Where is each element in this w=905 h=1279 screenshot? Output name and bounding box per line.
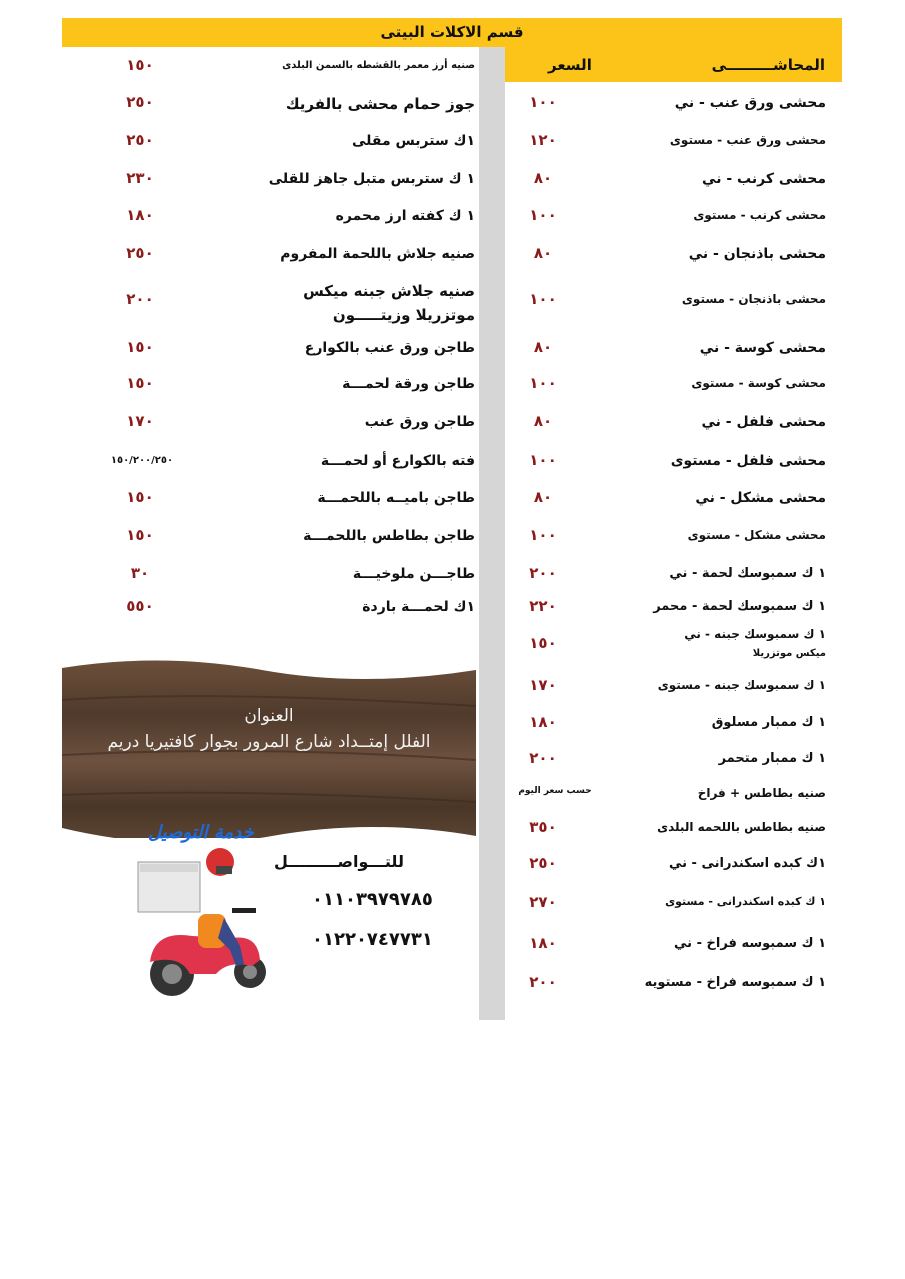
menu-item-name: محشى باذنجان - ني [688, 246, 826, 262]
menu-item-price: ٢٠٠ [529, 973, 557, 991]
menu-item-price: ٨٠ [533, 169, 553, 187]
menu-item-price: ٢٥٠ [126, 93, 154, 111]
menu-item-price: ١٢٠ [529, 131, 557, 149]
menu-item-price: ٣٠ [130, 564, 150, 582]
menu-item-price: ٢٠٠ [529, 749, 557, 767]
menu-item-price: ٢٥٠ [126, 244, 154, 262]
menu-item-price: ٨٠ [533, 244, 553, 262]
delivery-scooter-icon [132, 842, 272, 1002]
menu-item-price: ٨٠ [533, 488, 553, 506]
menu-item-name: صنيه جلاش جبنه ميكس [303, 282, 475, 300]
menu-item-name: محشى كوسة - ني [699, 340, 826, 356]
menu-item-name: ١ ك ستربس متبل جاهز للقلى [268, 171, 475, 187]
address-label: العنوان [244, 706, 294, 726]
menu-item-price: ١٠٠ [529, 93, 557, 111]
menu-item-name: ١ ك سمبوسك لحمة - ني [669, 566, 826, 581]
menu-item-price: ١٥٠/٢٠٠/٢٥٠ [110, 455, 174, 466]
menu-item-name: ١ ك سمبوسك جبنه - مستوى [657, 678, 826, 692]
menu-item-name: طاجن باميــه باللحمـــة [317, 490, 475, 506]
menu-item-name: ١ ك سمبوسه فراخ - ني [674, 936, 826, 951]
menu-item-price: ١٥٠ [126, 338, 154, 356]
delivery-title: خدمة التوصيل [148, 822, 254, 843]
menu-item-name: ١ ك سمبوسك جبنه - ني [684, 627, 826, 641]
menu-item-price: ٢٥٠ [529, 854, 557, 872]
menu-item-price: ١٧٠ [126, 412, 154, 430]
menu-item-price: ٢٠٠ [126, 290, 154, 308]
menu-item-price: ١٠٠ [529, 451, 557, 469]
menu-item-price: ١٧٠ [529, 676, 557, 694]
column-divider [479, 47, 505, 1020]
menu-item-price: ١٠٠ [529, 290, 557, 308]
menu-item-price: حسب سعر اليوم [518, 786, 592, 796]
menu-item-name: طاجـــن ملوخيـــة [352, 566, 475, 582]
menu-item-name: محشى كرنب - ني [702, 171, 826, 187]
menu-item-price: ٢٠٠ [529, 564, 557, 582]
menu-item-price: ١٠٠ [529, 374, 557, 392]
right-header-name: المحاشـــــــــى [711, 56, 825, 74]
menu-item-name: صنيه بطاطس باللحمه البلدى [657, 820, 826, 834]
menu-item-name: ١ك كبده اسكندرانى - ني [668, 856, 826, 871]
menu-item-price: ٢٥٠ [126, 131, 154, 149]
menu-item-name: صنيه أرز معمر بالقشطه بالسمن البلدى [282, 60, 475, 71]
menu-item-name: طاجن ورقة لحمـــة [342, 376, 475, 392]
menu-item-price: ١٥٠ [126, 374, 154, 392]
menu-item-name: محشى ورق عنب - ني [674, 95, 826, 111]
address-text: الفلل إمتــداد شارع المرور بجوار كافتيريا دريم [107, 732, 431, 752]
menu-item-price: ١٨٠ [126, 206, 154, 224]
menu-item-price: ١٥٠ [529, 634, 557, 652]
menu-item-name: محشى باذنجان - مستوى [681, 292, 826, 306]
menu-item-name: محشى كرنب - مستوى [693, 208, 826, 222]
menu-item-name: طاجن ورق عنب بالكوارع [304, 340, 475, 356]
menu-item-name: ١ك ستربس مقلى [352, 133, 475, 149]
menu-item-price: ١٥٠ [126, 56, 154, 74]
menu-item-price: ١٥٠ [126, 526, 154, 544]
menu-item-name: محشى فلفل - ني [701, 414, 826, 430]
menu-item-name: ١ ك كفته ارز محمره [335, 208, 475, 224]
menu-item-name: ١ ك ممبار متحمر [718, 751, 826, 766]
menu-item-name: جوز حمام محشى بالفريك [285, 95, 475, 113]
menu-item-price: ٥٥٠ [126, 597, 154, 615]
menu-item-name: محشى فلفل - مستوى [670, 453, 826, 469]
menu-item-price: ١٨٠ [529, 934, 557, 952]
section-title: قسم الاكلات البيتى [380, 23, 524, 41]
menu-item-price: ١٠٠ [529, 206, 557, 224]
menu-item-name: ١ك لحمـــة باردة [362, 599, 475, 615]
menu-item-price: ٢٣٠ [126, 169, 154, 187]
menu-item-name: طاجن بطاطس باللحمـــة [303, 528, 475, 544]
menu-item-price: ١٨٠ [529, 713, 557, 731]
menu-item-name: محشى ورق عنب - مستوى [669, 133, 826, 147]
menu-item-subtext: موتزريلا وزيتـــــون [332, 306, 475, 324]
menu-item-name: ١ ك سمبوسه فراخ - مستويه [644, 975, 826, 990]
menu-item-name: ١ ك سمبوسك لحمة - محمر [653, 599, 826, 614]
menu-item-name: صنيه بطاطس + فراخ [697, 786, 826, 800]
menu-item-price: ٨٠ [533, 412, 553, 430]
section-banner [62, 18, 842, 47]
contact-label: للتـــواصـــــــــل [274, 852, 404, 871]
menu-item-name: فته بالكوارع أو لحمـــة [320, 453, 475, 469]
menu-item-name: محشى مشكل - مستوى [687, 528, 826, 542]
menu-item-name: ١ ك ممبار مسلوق [711, 715, 826, 730]
menu-item-name: صنيه جلاش باللحمة المفروم [280, 246, 475, 262]
menu-item-name: ١ ك كبده اسكندرانى - مستوى [665, 895, 826, 908]
menu-item-price: ٣٥٠ [529, 818, 557, 836]
menu-item-name: محشى كوسة - مستوى [691, 376, 826, 390]
menu-item-price: ١٥٠ [126, 488, 154, 506]
phone-number-1[interactable]: ٠١١٠٣٩٧٩٧٨٥ [312, 889, 433, 910]
menu-item-name: طاجن ورق عنب [364, 414, 475, 430]
right-header-price: السعر [548, 56, 592, 74]
menu-item-name: محشى مشكل - ني [695, 490, 826, 506]
phone-number-2[interactable]: ٠١٢٢٠٧٤٧٧٣١ [312, 929, 433, 950]
menu-item-price: ٢٢٠ [529, 597, 557, 615]
menu-item-price: ١٠٠ [529, 526, 557, 544]
menu-item-subtext: ميكس موتزريلا [752, 648, 826, 659]
menu-item-price: ٨٠ [533, 338, 553, 356]
menu-item-price: ٢٧٠ [529, 893, 557, 911]
